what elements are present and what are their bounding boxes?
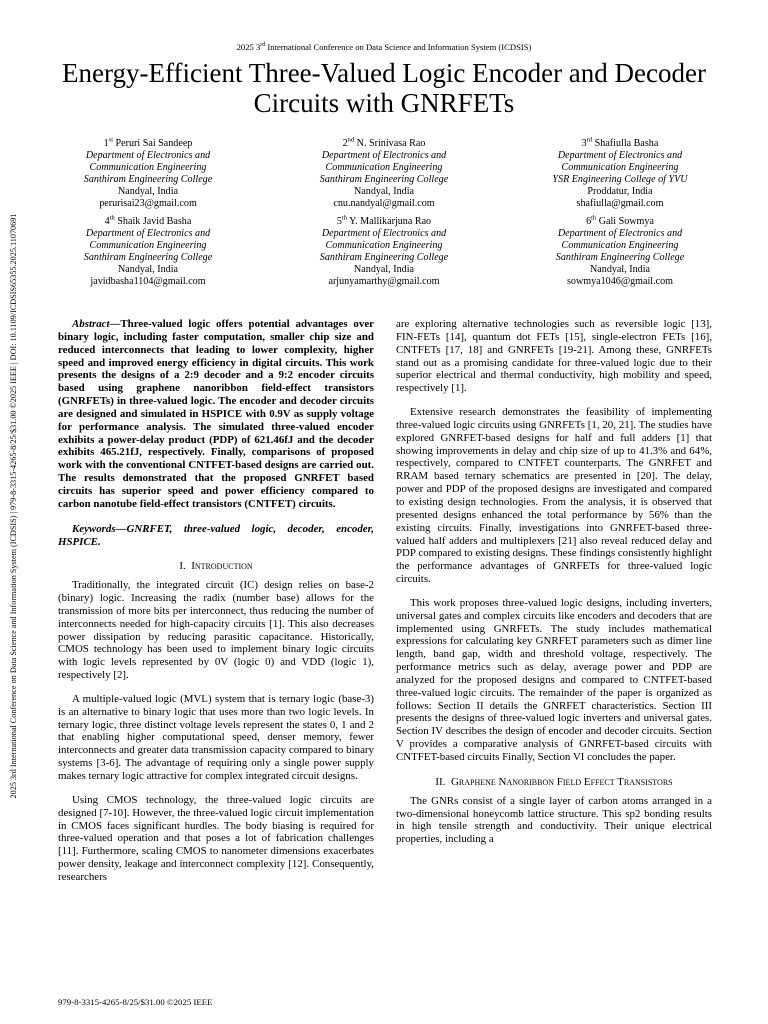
author-email: shafiulla@gmail.com	[576, 197, 664, 209]
author-card	[30, 216, 266, 287]
author-affiliation: Santhiram Engineering College	[555, 252, 685, 264]
paper-title: Energy-Efficient Three-Valued Logic Encoder and Decoder Circuits with GNRFETs	[62, 58, 706, 118]
author-name: 3rd Shafiulla Basha	[581, 136, 659, 149]
section-heading-gnrfet: II. Graphene Nanoribbon Field Effect Transistors	[435, 775, 673, 788]
author-department: Communication Engineering	[89, 240, 207, 252]
author-department: Department of Electronics and	[557, 149, 683, 161]
paragraph: A multiple-valued logic (MVL) system that is ternary logic (base-3) is an alternative to binary logic that uses more than two logic levels. In ternary logic, three distinct voltage levels represent the states 0, 1 and 2 that enabling higher computational speed, denser memory, fewer interconnects and greater data transmission capacity compared to binary systems [3-6]. The advantage of requiring only a single power supply makes ternary logic attractive for complex integrated circuit designs.	[58, 692, 374, 782]
author-name: 2nd N. Srinivasa Rao	[342, 136, 426, 149]
author-name: 6th Gali Sowmya	[586, 215, 654, 228]
author-email: perurisai23@gmail.com	[99, 197, 197, 209]
paragraph: Extensive research demonstrates the feasibility of implementing three-valued logic circuits using GNRFETs [1, 20, 21]. The studies have explored GNRFET-based designs for half and full adders [1] that showing improvements in delay and chip size of up to 41.3% and 64%, respectively, compared to CNTFET counterparts. The GNRFET and RRAM based ternary schematics are presented in [20]. The delay, power and PDP of the proposed designs are investigated and compared to existing design technologies. From the analysis, it is observed that presented designs enhanced the total performance by 56% than the existing circuits. Finally, investigations into GNRFET-based three-valued half adders and multiplexers [21] also reveal reduced delay and PDP compared to existing designs. These findings consistently highlight the performance advantages of GNRFETs for three-valued logic circuits.	[396, 406, 712, 586]
author-location: Nandyal, India	[118, 185, 178, 197]
doi-sidebar	[6, 150, 22, 862]
author-location: Nandyal, India	[118, 264, 178, 276]
paragraph: Using CMOS technology, the three-valued logic circuits are designed [7-10]. However, the three-valued logic circuit implementation in CMOS faces significant hurdles. The body biasing is required for three-valued operation and that poses a lot of fabrication challenges [11]. Furthermore, scaling CMOS to nanometer dimensions exacerbates power density, leakage and interconnect complexity [12]. Consequently, researchers	[58, 793, 374, 883]
author-email: cnu.nandyal@gmail.com	[333, 197, 435, 209]
author-location: Proddatur, India	[587, 185, 653, 197]
author-affiliation: Santhiram Engineering College	[319, 252, 449, 264]
doi-sidebar-text: 2025 3rd International Conference on Data Science and Information System (ICDSIS) | 979-8-3315-4265-8/25/$31.00 ©2025 IEEE | DOI: 10.1109/ICDSIS65355.2025.11070691	[9, 213, 18, 799]
author-department: Department of Electronics and	[85, 149, 211, 161]
author-email: javidbasha1104@gmail.com	[90, 275, 206, 287]
author-card	[266, 138, 502, 209]
paragraph: This work proposes three-valued logic designs, including inverters, universal gates and complex circuits like encoders and decoders that are implemented using GNRFETs. The study includes mathematical expressions for calculating key GNRFET parameters such as dimer line length, band gap, width and threshold voltage, respectively. The performance metrics such as delay, average power and PDP are analyzed for the proposed designs and compared to CNTFET-based three-valued logic circuits. The remainder of the paper is organized as follows: Section II details the GNRFET characteristics. Section III presents the designs of three-valued logic inverters and universal gates. Section IV describes the design of encoder and decoder circuits. Section V provides a comparative analysis of GNRFET-based circuits with CNTFET-based circuits Finally, Section VI concludes the paper.	[396, 596, 712, 763]
keywords: Keywords—GNRFET, three-valued logic, decoder, encoder, HSPICE.	[58, 522, 374, 548]
author-department: Communication Engineering	[325, 161, 443, 173]
author-email: sowmya1046@gmail.com	[566, 275, 673, 287]
author-location: Nandyal, India	[354, 185, 414, 197]
paragraph: Traditionally, the integrated circuit (IC) design relies on base-2 (binary) logic. Increasing the radix (number base) allows for the transmission of more bits per interconnect, thus reducing the number of interconnects needed for high-capacity circuits [1]. This also decreases power dissipation by reducing parasitic capacitance. Historically, CMOS technology has been used to implement binary logic circuits with logic levels represented by 0V (logic 0) and VDD (logic 1), respectively [2].	[58, 579, 374, 682]
section-heading-introduction: I. Introduction	[179, 560, 253, 573]
left-column	[58, 318, 374, 884]
author-department: Department of Electronics and	[85, 228, 211, 240]
author-affiliation: YSR Engineering College of YVU	[552, 173, 688, 185]
author-email: arjunyamarthy@gmail.com	[328, 275, 440, 287]
author-row	[30, 216, 740, 287]
author-card	[502, 138, 738, 209]
author-card	[30, 138, 266, 209]
author-department: Communication Engineering	[561, 161, 679, 173]
author-department: Department of Electronics and	[321, 149, 447, 161]
abstract: Abstract—Three-valued logic offers potential advantages over binary logic, including faster computation, smaller chip size and reduced interconnects that leading to lower complexity, higher speed and improved energy efficiency in digital circuits. This work presents the designs of a 2:9 decoder and a 9:2 encoder circuits based using graphene nanoribbon field-effect transistors (GNRFETs) in three-valued logic. The encoder and decoder circuits are designed and simulated in HSPICE with 0.9V as supply voltage for performance analysis. The simulated three-valued encoder exhibits a power-delay product (PDP) of 621.46fJ and the decoder exhibits 465.21fJ, respectively. Finally, comparisons of proposed work with the conventional CNTFET-based designs are carried out. The results demonstrated that the proposed GNRFET based circuits has superior speed and power efficiency compared to carbon nanotube field-effect transistors (CNTFET) circuits.	[58, 318, 374, 510]
paragraph: are exploring alternative technologies such as reversible logic [13], FIN-FETs [14], quantum dot FETs [15], single-electron FETs [16], CNTFETs [17, 18] and GNRFETs [19-21]. Among these, GNRFETs stand out as a promising candidate for three-valued logic due to their superior electrical and thermal conductivity, high mobility and speed, respectively [1].	[396, 318, 712, 395]
copyright-footer: 979-8-3315-4265-8/25/$31.00 ©2025 IEEE	[58, 997, 213, 1007]
author-department: Communication Engineering	[561, 240, 679, 252]
author-name: 4th Shaik Javid Basha	[104, 215, 192, 228]
author-row	[30, 138, 740, 209]
author-block	[30, 138, 740, 288]
paragraph: The GNRs consist of a single layer of carbon atoms arranged in a two-dimensional honeycomb lattice structure. This sp2 bonding results in high tensile strength and conductivity. Their unique electrical properties, including a	[396, 794, 712, 846]
author-department: Department of Electronics and	[557, 228, 683, 240]
author-affiliation: Santhiram Engineering College	[83, 252, 213, 264]
author-affiliation: Santhiram Engineering College	[319, 173, 449, 185]
author-location: Nandyal, India	[354, 264, 414, 276]
author-card	[502, 216, 738, 287]
conference-header: 2025 3rd International Conference on Data Science and Information System (ICDSIS)	[236, 42, 532, 52]
author-affiliation: Santhiram Engineering College	[83, 173, 213, 185]
author-department: Communication Engineering	[325, 240, 443, 252]
right-column	[396, 318, 712, 846]
author-department: Communication Engineering	[89, 161, 207, 173]
author-card	[266, 216, 502, 287]
author-department: Department of Electronics and	[321, 228, 447, 240]
author-name: 1st Peruri Sai Sandeep	[103, 136, 193, 149]
author-location: Nandyal, India	[590, 264, 650, 276]
author-name: 5th Y. Mallikarjuna Rao	[336, 215, 432, 228]
